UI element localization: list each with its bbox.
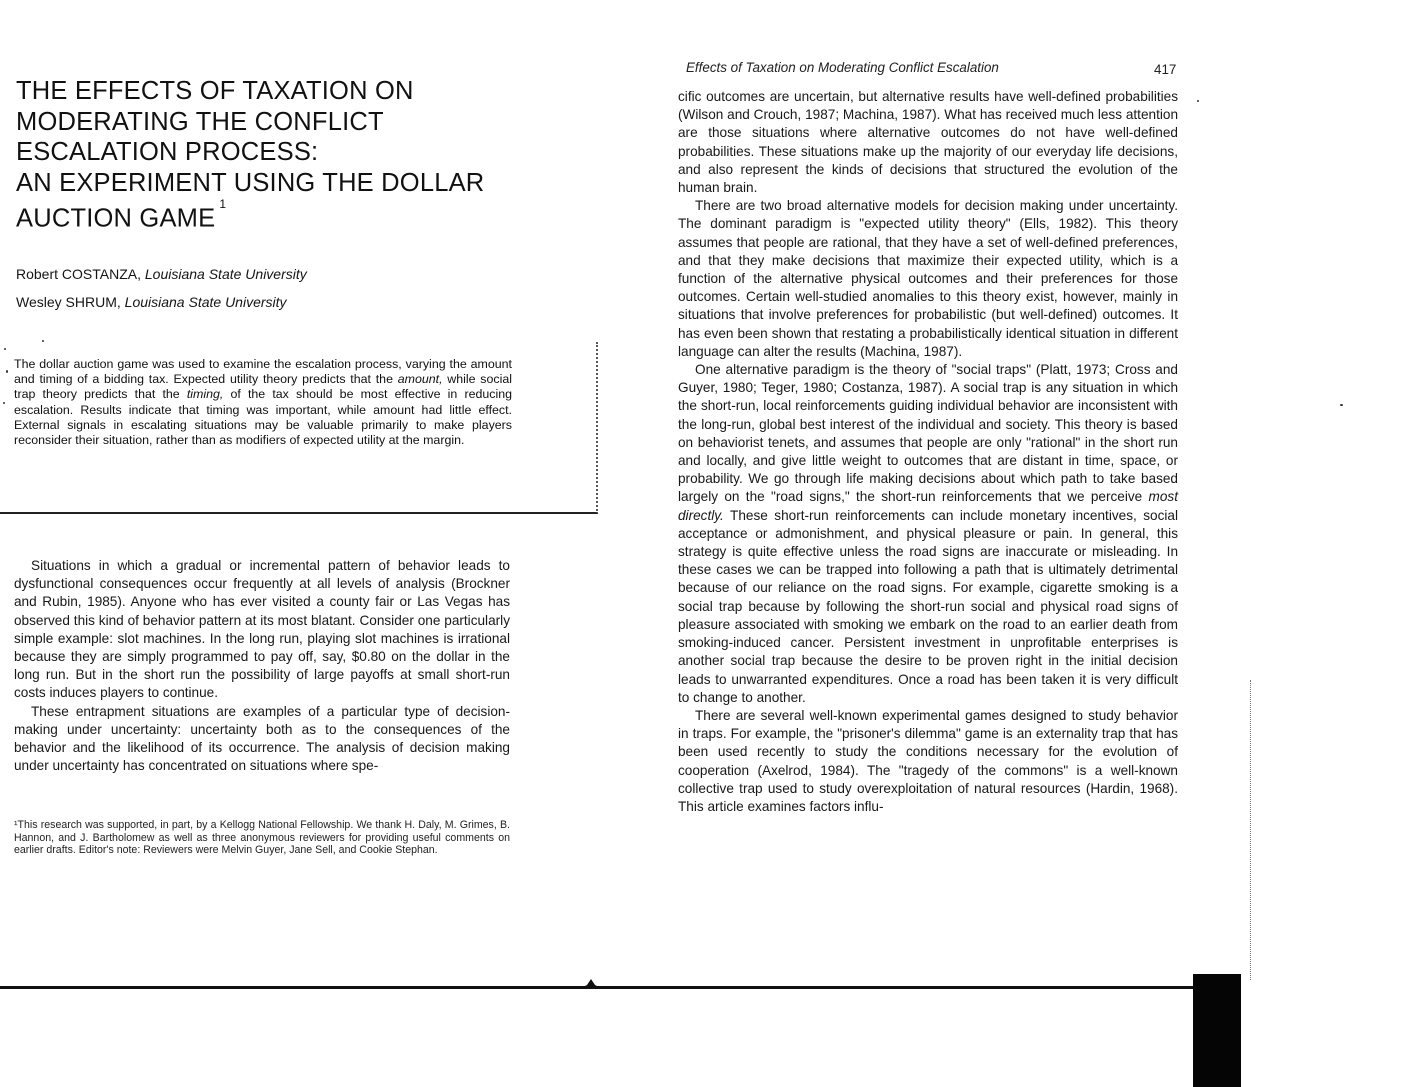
- scan-margin-dots: [1250, 680, 1252, 980]
- title-line-last: [16, 198, 536, 234]
- author-name: Wesley SHRUM,: [16, 294, 121, 310]
- running-head: Effects of Taxation on Moderating Conflict Escalation: [686, 60, 999, 75]
- title-line: THE EFFECTS OF TAXATION ON: [16, 77, 414, 105]
- title-footnote-marker: 1: [219, 197, 227, 211]
- page-number: 417: [1154, 62, 1177, 77]
- binding-ornament-icon: [577, 977, 605, 993]
- author-name: Robert COSTANZA,: [16, 266, 141, 282]
- paragraph: cific outcomes are uncertain, but alternative results have well-defined probabilities (Wilson and Crouch, 1987; Machina, 1987). What has received much less attention are those situations where alternative outcomes do not have well-defined probabilities. These situations make up the majority of our everyday life decisions, and also represent the kinds of decisions that structured the evolution of the human brain.: [678, 89, 1178, 196]
- left-column: [14, 557, 510, 775]
- paragraph: Situations in which a gradual or incremental pattern of behavior leads to dysfunctional consequences occur frequently at all levels of analysis (Brockner and Rubin, 1985). Anyone who has ever visited a county fair or Las Vegas has observed this kind of behavior pattern at its most blatant. Consider one particularly simple example: slot machines. In the long run, playing slot machines is irrational because they are simply programmed to pay off, say, $0.80 on the dollar in the long run. But in the short run the possibility of large payoffs at small short-run costs induces players to continue.: [14, 558, 510, 701]
- author-2: [16, 294, 287, 310]
- abstract: [14, 357, 512, 448]
- article-title: [16, 76, 536, 234]
- author-affiliation: Louisiana State University: [124, 294, 287, 310]
- author-affiliation: Louisiana State University: [144, 266, 307, 282]
- paragraph: [678, 361, 1178, 707]
- scan-speck: [1340, 404, 1343, 406]
- paragraph-text: One alternative paradigm is the theory of "social traps" (Platt, 1973; Cross and Guyer, 1980; Teger, 1980; Costanza, 1987). A social trap is any situation in which the short-run, local reinforcements guiding individual behavior are inconsistent with the long-run, global best interest of the individual and society. This theory is based on behaviorist tenets, and assumes that people are only "rational" in the short run and locally, and give little weight to outcomes that are distant in time, space, or probability. We go through life making decisions about which path to take based largely on the "road signs," the short-run reinforcements that we perceive: [678, 362, 1178, 505]
- title-line: AUCTION GAME: [16, 204, 216, 233]
- paragraph-text: These short-run reinforcements can include monetary incentives, social acceptance or admonishment, and physical pleasure or pain. In general, this strategy is quite effective unless the road signs are inaccurate or misleading. In these cases we can be trapped into following a path that is ultimately detrimental because of our reliance on the road signs. For example, cigarette smoking is a social trap because by following the short-run social and physical road signs of pleasure associated with smoking we embark on the road to an earlier death from smoking-induced cancer. Persistent investment in unprofitable enterprises is another social trap because the desire to be proven right in the initial decision leads to unwarranted expenditures. Once a road has been taken it is very difficult to change to another.: [678, 507, 1178, 705]
- title-line: MODERATING THE CONFLICT: [16, 107, 384, 136]
- title-line: ESCALATION PROCESS:: [16, 138, 319, 166]
- scan-speck: [1197, 100, 1199, 102]
- paragraph: These entrapment situations are examples of a particular type of decision-making under uncertainty: uncertainty both as to the consequences of the behavior and the likelihood of its occurrence. The analysis of decision making under uncertainty has concentrated on situations where spe-: [14, 703, 510, 774]
- paragraph: There are several well-known experimental games designed to study behavior in traps. For example, the "prisoner's dilemma" game is an externality trap that has been used recently to study the conditions necessary for the evolution of cooperation (Axelrod, 1984). The "tragedy of the commons" is a well-known collective trap used to study overexploitation of natural resources (Hardin, 1968). This article examines factors influ-: [678, 707, 1178, 814]
- right-column: [678, 88, 1178, 816]
- abstract-emphasis: timing,: [186, 387, 224, 402]
- paragraph-emphasis: most directly.: [678, 489, 1178, 523]
- footnote: ¹This research was supported, in part, by a Kellogg National Fellowship. We thank H. Daly, M. Grimes, B. Hannon, and J. Bartholomew as well as three anonymous reviewers for providing useful comments on earlier drafts. Editor's note: Reviewers were Melvin Guyer, Jane Sell, and Cookie Stephan.: [14, 819, 510, 857]
- title-line: AN EXPERIMENT USING THE DOLLAR: [16, 168, 485, 197]
- author-1: [16, 266, 307, 282]
- page-bottom-rule: [0, 986, 1195, 989]
- paragraph: There are two broad alternative models for decision making under uncertainty. The dominant paradigm is "expected utility theory" (Ells, 1982). This theory assumes that people are rational, that they have a set of well-defined preferences, and that they make decisions that maximize their expected utility, which is a function of the alternative physical outcomes and their preferences for those outcomes. Certain well-studied anomalies to this theory exist, however, mainly in situations that involve preferences for probabilistic (but well-defined) outcomes. It has even been shown that restating a probabilistically identical situation in different language can alter the results (Machina, 1987).: [678, 198, 1178, 359]
- abstract-emphasis: amount,: [397, 372, 443, 387]
- abstract-text: The dollar auction game was used to examine the escalation process, varying the amount and timing of a bidding tax. Expected utility theory predicts that the: [14, 357, 512, 387]
- abstract-text: of the tax should be most effective in reducing escalation. Results indicate that timing was important, while amount had little effect. External signals in escalating situations may be valuable primarily to make players reconsider their situation, rather than as modifiers of expected utility at the margin.: [14, 387, 513, 448]
- abstract-text: while social trap theory predicts that the: [14, 372, 512, 402]
- scan-edge-block: [1193, 974, 1241, 1087]
